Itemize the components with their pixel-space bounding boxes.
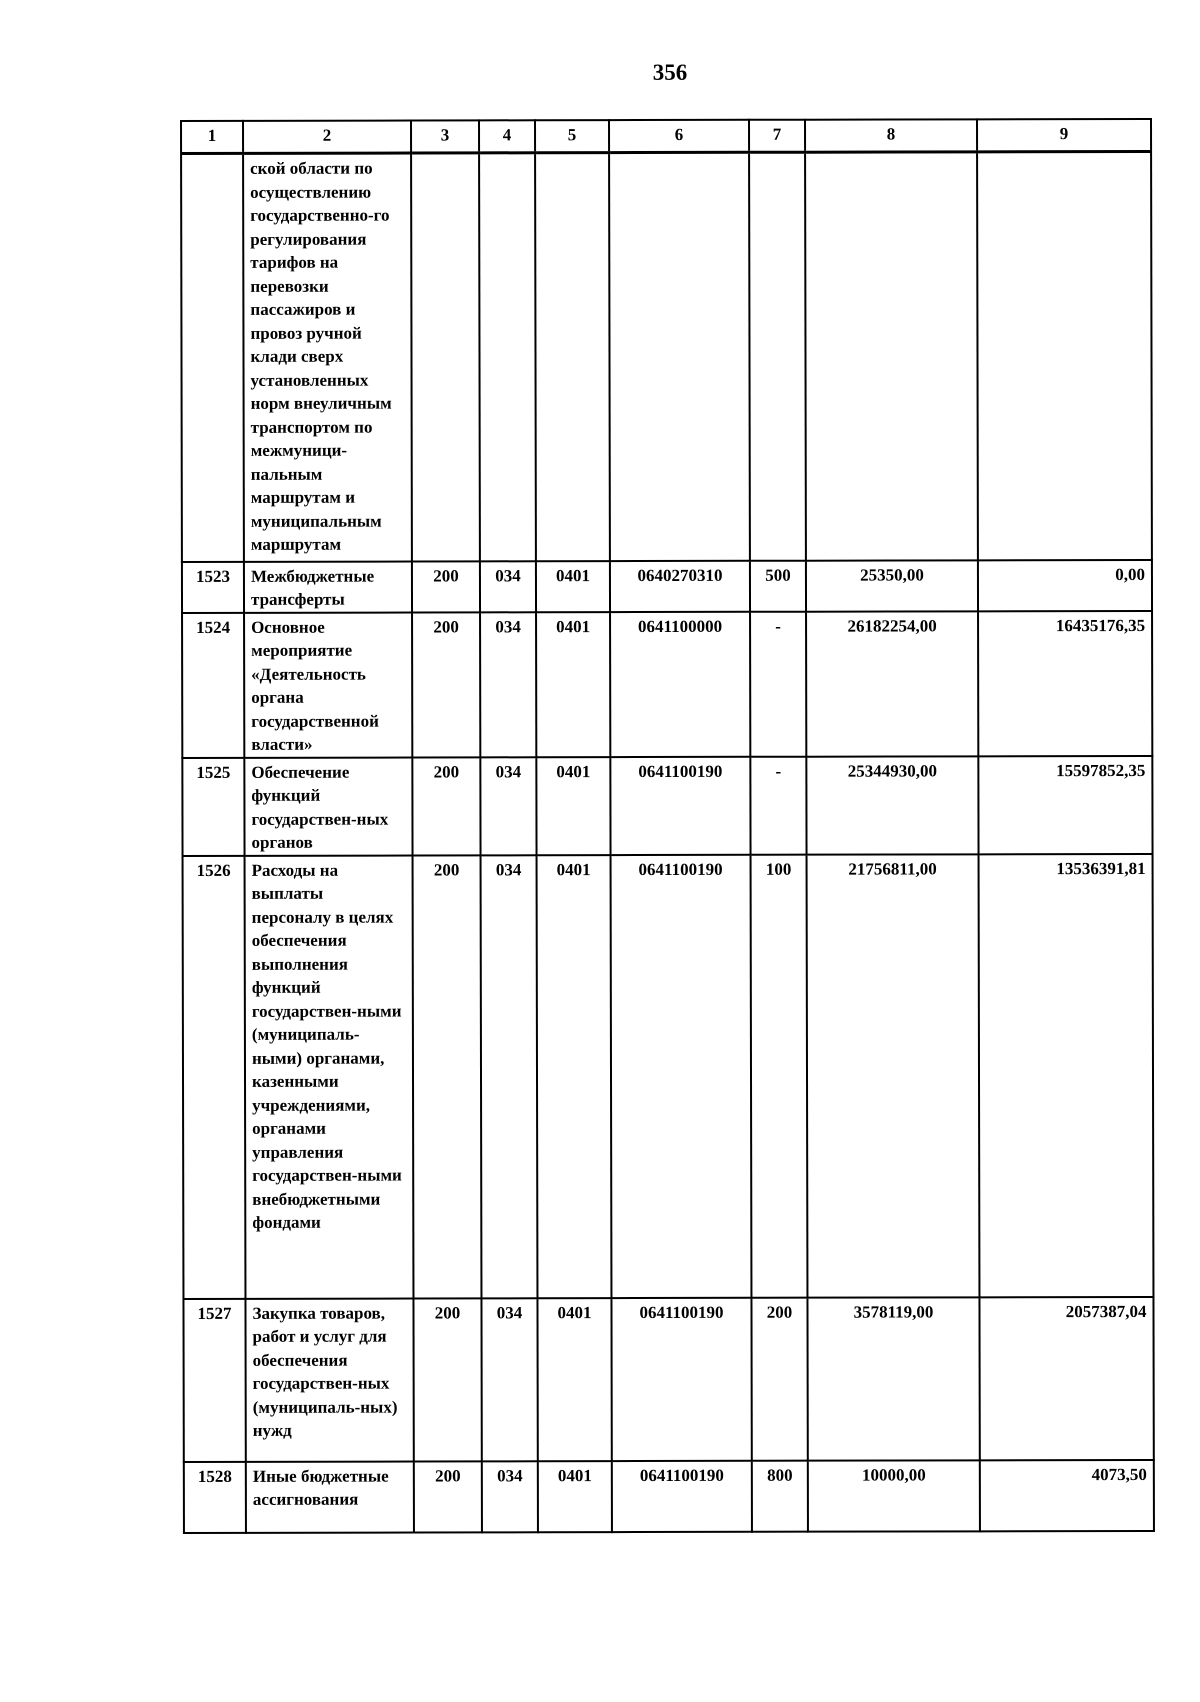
table-row (182, 755, 1152, 855)
cell-code-7: - (750, 611, 806, 756)
cell-code-7: 800 (752, 1460, 808, 1531)
cell-code-3 (411, 153, 480, 561)
cell-code-5: 0401 (537, 1298, 611, 1461)
cell-amount-8: 26182254,00 (806, 611, 978, 756)
cell-code-6 (609, 152, 750, 560)
cell-code-4: 034 (480, 612, 536, 757)
cell-code-7: - (750, 756, 806, 854)
table-row (183, 853, 1154, 1298)
cell-amount-8 (805, 152, 978, 560)
cell-code-5: 0401 (536, 561, 610, 612)
table-row (183, 1296, 1153, 1461)
table-row (182, 559, 1152, 612)
cell-code-5: 0401 (536, 612, 610, 757)
row-name: ской области по осуществлению государственно-го регулирования тарифов на перевозки пассажиров и провоз ручной клади сверх установленных норм внеуличным транспортом по межмуници-пальным маршрутам и муниципальным маршрутам (243, 153, 412, 561)
row-name: Закупка товаров, работ и услуг для обеспечения государствен-ных (муниципаль-ных) нужд (245, 1298, 413, 1461)
column-header: 9 (977, 119, 1151, 152)
cell-code-6: 0641100190 (610, 756, 750, 854)
column-header: 5 (535, 120, 609, 153)
cell-code-3: 200 (413, 1298, 481, 1461)
cell-code-5: 0401 (537, 855, 612, 1298)
row-number: 1527 (183, 1298, 245, 1461)
cell-amount-9: 0,00 (978, 559, 1152, 610)
column-header: 7 (749, 120, 805, 153)
cell-amount-9: 2057387,04 (979, 1296, 1153, 1459)
budget-table (180, 118, 1155, 1534)
cell-code-3: 200 (412, 612, 480, 757)
cell-amount-9 (977, 151, 1152, 559)
cell-code-6: 0641100190 (612, 1460, 752, 1531)
column-header: 2 (243, 121, 411, 154)
table-row (182, 610, 1152, 757)
cell-amount-8: 25344930,00 (806, 756, 978, 854)
page-number: 356 (652, 60, 688, 85)
cell-code-3: 200 (412, 757, 480, 855)
cell-code-7: 500 (750, 560, 806, 611)
cell-amount-9: 15597852,35 (978, 755, 1152, 853)
cell-code-7 (749, 152, 806, 560)
row-name: Иные бюджетные ассигнования (246, 1461, 414, 1532)
cell-code-4 (479, 153, 536, 561)
cell-code-6: 0641100000 (610, 611, 750, 756)
cell-code-5: 0401 (538, 1461, 612, 1532)
table-row (181, 151, 1152, 561)
table-row (184, 1459, 1154, 1532)
row-name: Основное мероприятие «Деятельность органа государственной власти» (244, 612, 412, 757)
row-number: 1526 (183, 855, 246, 1298)
column-header: 8 (805, 119, 977, 152)
cell-code-7: 100 (751, 854, 808, 1297)
column-header: 3 (411, 120, 479, 153)
row-number: 1528 (184, 1461, 246, 1532)
cell-code-6: 0641100190 (611, 1297, 751, 1460)
row-number (181, 153, 244, 561)
cell-code-3: 200 (412, 561, 480, 612)
cell-code-3: 200 (413, 855, 482, 1298)
cell-amount-8: 3578119,00 (807, 1297, 979, 1460)
row-number: 1523 (182, 561, 244, 612)
cell-amount-9: 4073,50 (980, 1459, 1154, 1530)
cell-amount-8: 21756811,00 (807, 854, 980, 1297)
row-name: Расходы на выплаты персоналу в целях обеспечения выполнения функций государствен-ными (муниципаль-ными) органами, казенными учреждениями, органами управления государствен-ными внебюджетными фондами (245, 855, 414, 1298)
cell-code-4: 034 (481, 1298, 537, 1461)
cell-code-6: 0641100190 (611, 854, 752, 1297)
row-number: 1524 (182, 612, 244, 757)
table-header-row (181, 119, 1151, 154)
row-name: Межбюджетные трансферты (244, 561, 412, 612)
cell-code-4: 034 (480, 757, 536, 855)
cell-code-6: 0640270310 (610, 560, 750, 611)
column-header: 1 (181, 121, 243, 154)
column-header: 4 (479, 120, 535, 153)
row-number: 1525 (182, 757, 244, 855)
cell-code-4: 034 (480, 561, 536, 612)
cell-code-7: 200 (751, 1297, 807, 1460)
cell-amount-8: 10000,00 (808, 1460, 980, 1531)
column-header: 6 (609, 120, 749, 153)
cell-code-5: 0401 (536, 757, 610, 855)
cell-code-3: 200 (414, 1461, 482, 1532)
cell-amount-9: 16435176,35 (978, 610, 1152, 755)
cell-amount-8: 25350,00 (806, 560, 978, 611)
cell-amount-9: 13536391,81 (979, 853, 1154, 1296)
cell-code-4: 034 (481, 855, 538, 1298)
cell-code-5 (535, 153, 610, 561)
cell-code-4: 034 (482, 1461, 538, 1532)
row-name: Обеспечение функций государствен-ных органов (244, 757, 412, 855)
